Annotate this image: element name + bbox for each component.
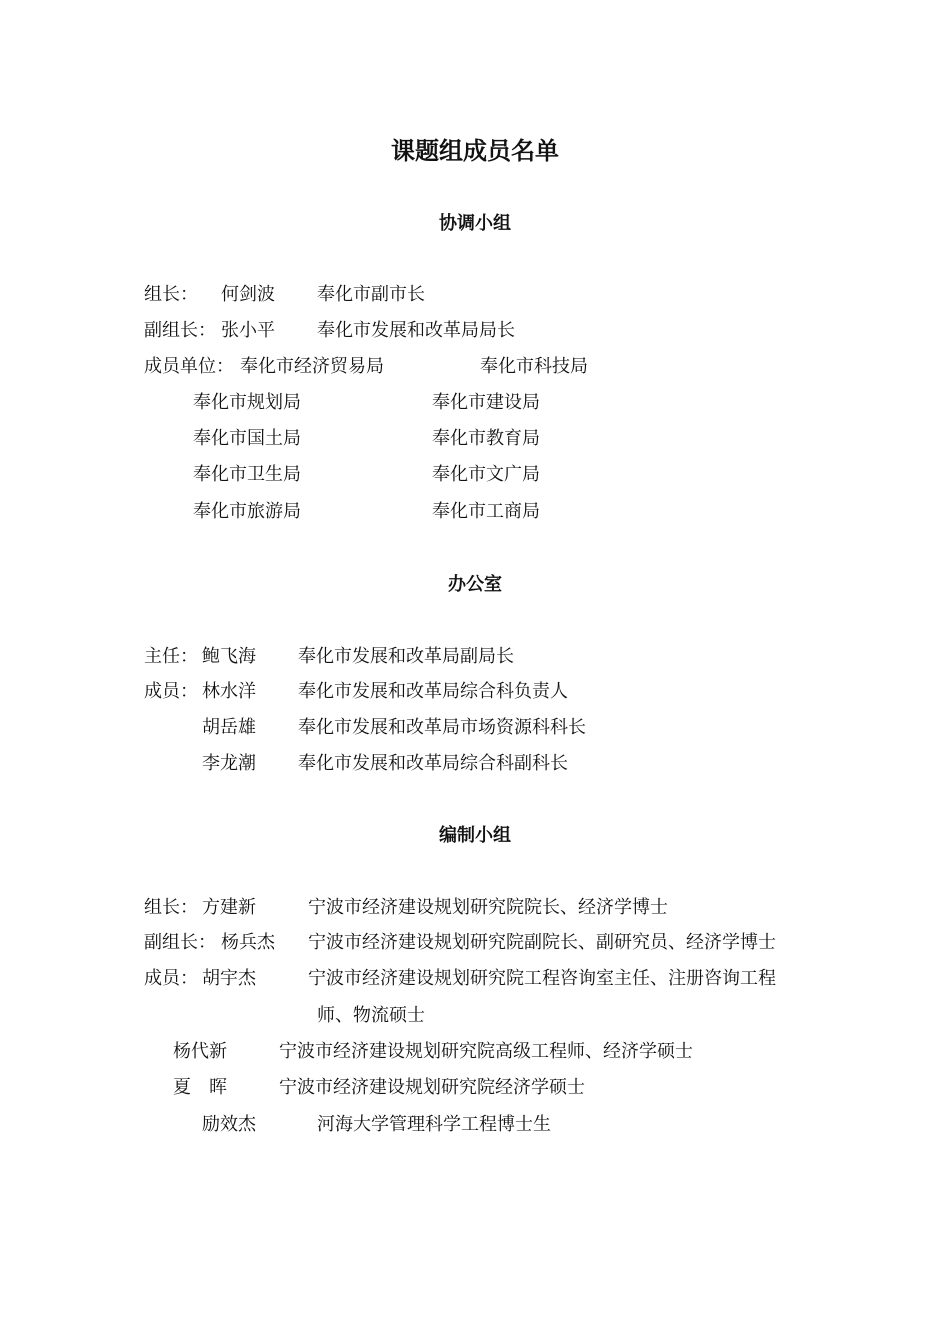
person-name: 方建新 (202, 897, 256, 918)
person-name: 鲍飞海 (202, 646, 256, 667)
deputy-label: 副组长： (144, 320, 216, 341)
unit-item: 奉化市建设局 (432, 392, 540, 413)
leader-name: 何剑波 (221, 284, 275, 305)
leader-role: 奉化市副市长 (317, 284, 425, 305)
person-role: 宁波市经济建设规划研究院副院长、副研究员、经济学博士 (308, 932, 776, 953)
person-role: 宁波市经济建设规划研究院工程咨询室主任、注册咨询工程 (308, 968, 776, 989)
person-role: 宁波市经济建设规划研究院院长、经济学博士 (308, 897, 668, 918)
deputy-label: 副组长： (144, 932, 216, 953)
unit-item: 奉化市旅游局 (193, 501, 301, 522)
person-name: 夏 晖 (173, 1077, 227, 1098)
deputy-role: 奉化市发展和改革局局长 (317, 320, 515, 341)
unit-item: 奉化市经济贸易局 (240, 356, 384, 377)
deputy-name: 张小平 (221, 320, 275, 341)
person-role: 奉化市发展和改革局综合科副科长 (298, 753, 568, 774)
leader-label: 组长： (144, 897, 198, 918)
unit-item: 奉化市教育局 (432, 428, 540, 449)
units-label: 成员单位： (144, 356, 234, 377)
person-role: 河海大学管理科学工程博士生 (317, 1114, 551, 1135)
members-label: 成员： (144, 968, 198, 989)
leader-label: 组长： (144, 284, 198, 305)
person-name: 励效杰 (202, 1114, 256, 1135)
unit-item: 奉化市文广局 (432, 464, 540, 485)
section-heading-compilation: 编制小组 (439, 825, 511, 846)
director-label: 主任： (144, 646, 198, 667)
person-role: 奉化市发展和改革局市场资源科科长 (298, 717, 586, 738)
members-label: 成员： (144, 681, 198, 702)
section-heading-office: 办公室 (448, 574, 502, 595)
section-heading-coordination: 协调小组 (439, 213, 511, 234)
person-role: 宁波市经济建设规划研究院高级工程师、经济学硕士 (279, 1041, 693, 1062)
unit-item: 奉化市规划局 (193, 392, 301, 413)
person-role: 宁波市经济建设规划研究院经济学硕士 (279, 1077, 585, 1098)
person-role: 奉化市发展和改革局副局长 (298, 646, 514, 667)
page-title: 课题组成员名单 (391, 136, 559, 165)
person-role-continued: 师、物流硕士 (317, 1005, 425, 1026)
person-name: 杨代新 (173, 1041, 227, 1062)
unit-item: 奉化市科技局 (480, 356, 588, 377)
person-role: 奉化市发展和改革局综合科负责人 (298, 681, 568, 702)
unit-item: 奉化市工商局 (432, 501, 540, 522)
person-name: 李龙潮 (202, 753, 256, 774)
person-name: 林水洋 (202, 681, 256, 702)
unit-item: 奉化市卫生局 (193, 464, 301, 485)
unit-item: 奉化市国土局 (193, 428, 301, 449)
person-name: 胡宇杰 (202, 968, 256, 989)
person-name: 胡岳雄 (202, 717, 256, 738)
person-name: 杨兵杰 (221, 932, 275, 953)
